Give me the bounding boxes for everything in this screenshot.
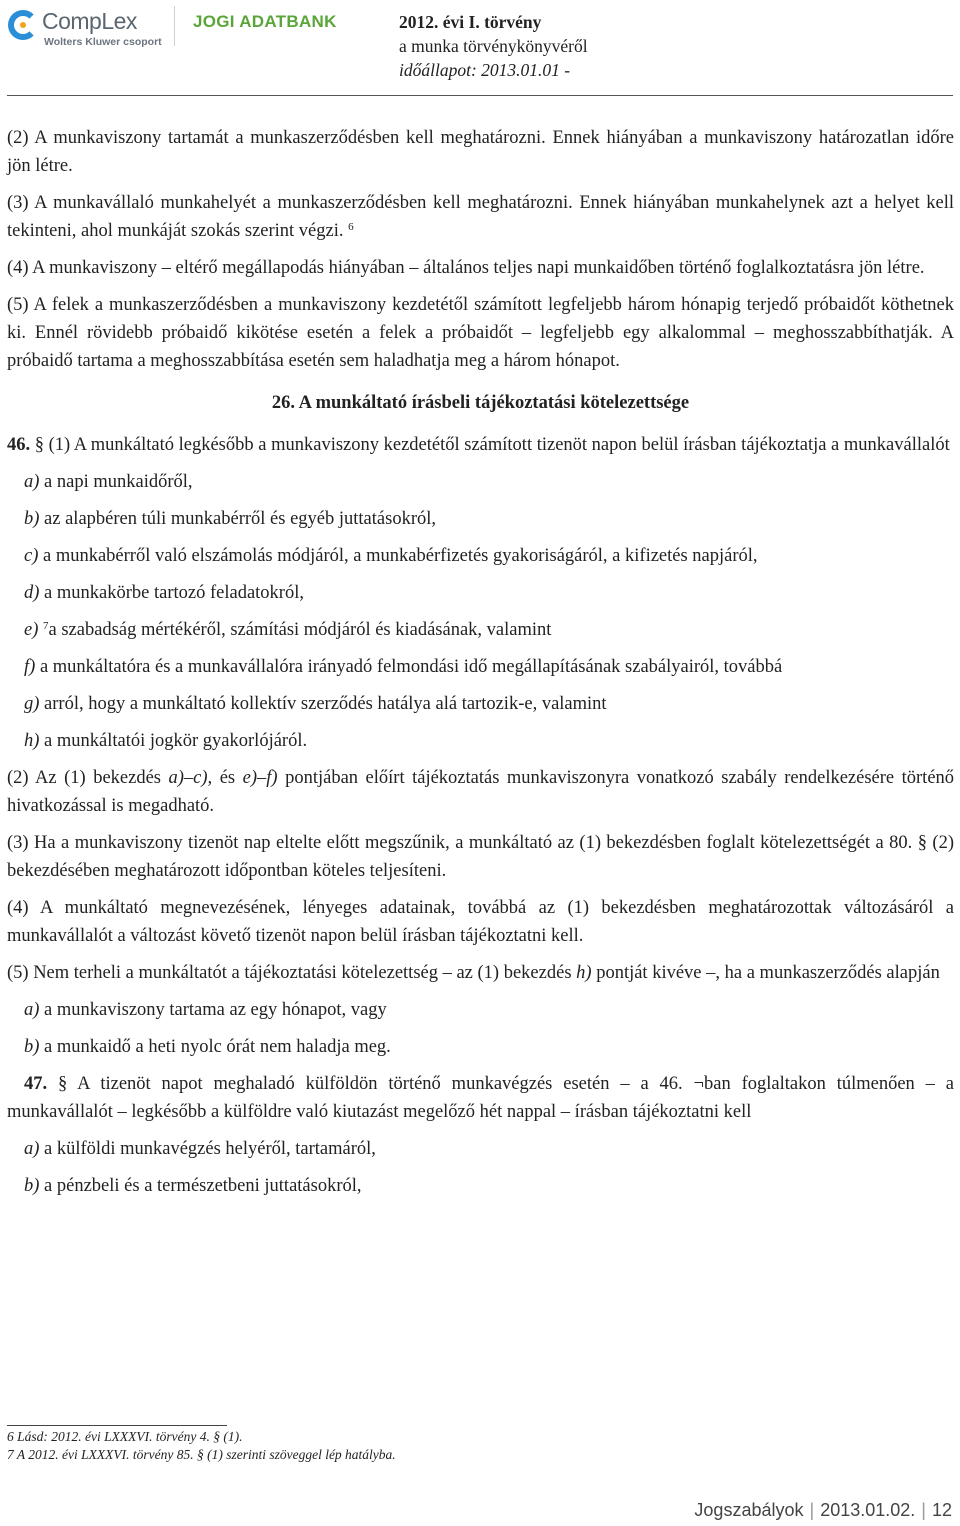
jogi-adatbank-logo: JOGI ADATBANK (193, 12, 337, 31)
s46-number: 46. (7, 435, 31, 455)
complex-logo-name: CompLex (42, 8, 137, 34)
paragraph-3: (3) A munkavállaló munkahelyét a munkaszerződésben kell meghatározni. Ennek hiányában munkahelynek azt a helyet kell tekinteni, ahol munkáját szokás szerint végzi. $^6$ (7, 193, 954, 241)
list-item: d) a munkakörbe tartozó feladatokról, (24, 583, 304, 603)
footer-separator: | (921, 1500, 926, 1520)
list-item: b) a munkaidő a heti nyolc órát nem haladja meg. (24, 1037, 391, 1057)
footnote-6: 6 Lásd: 2012. évi LXXXVI. törvény 4. § (1). (7, 1429, 243, 1444)
section-sign: § (58, 1074, 68, 1094)
paragraph-5: (5) A felek a munkaszerződésben a munkaviszony kezdetétől számított legfeljebb három hónapig terjedő próbaidőt köthetnek ki. Ennél rövidebb próbaidő kikötése esetén a felek a próbaidőt – legfeljebb egy alkalommal – meghosszabbíthatják. A próbaidő tartama a meghosszabbítása esetén sem haladhatja meg a három hónapot. (7, 295, 954, 371)
footnote-ref-6[interactable]: 6 (348, 221, 354, 233)
section-title: 26. A munkáltató írásbeli tájékoztatási kötelezettsége (271, 393, 690, 413)
footnote-divider (7, 1425, 227, 1426)
list-item: b) az alapbéren túli munkabérről és egyéb juttatásokról, (24, 509, 436, 529)
list-item: f) a munkáltatóra és a munkavállalóra irányadó felmondási idő megállapításának szabályairól, továbbá (24, 657, 783, 677)
list-item: a) a munkaviszony tartama az egy hónapot, vagy (24, 1000, 387, 1020)
footer-separator: | (809, 1500, 815, 1520)
s47-number: 47. (24, 1074, 48, 1094)
header-divider (7, 95, 953, 96)
complex-logo-subtitle: Wolters Kluwer csoport (44, 36, 162, 48)
section-sign: § (34, 435, 44, 455)
law-subtitle: a munka törvénykönyvéről (399, 36, 588, 56)
footnote-ref-7[interactable]: 7 (43, 620, 49, 632)
footnotes (7, 1428, 396, 1464)
s47-paragraph: 47. § A tizenöt napot meghaladó külföldön történő munkavégzés esetén – a 46. ¬ban foglaltakon túlmenően – a munkavállalót – legkésőbb a külföldre való kiutazást megelőző hét nappal – írásban tájékoztatni kell (7, 1074, 955, 1122)
s46-paragraph-1: 46. § (1) A munkáltató legkésőbb a munkaviszony kezdetétől számított tizenöt napon belül írásban tájékoztatja a munkavállalót (7, 435, 950, 455)
page-footer (694, 1500, 952, 1521)
list-item: e) $^7$a szabadság mértékéről, számítási módjáról és kiadásának, valamint (24, 620, 552, 640)
list-item: g) arról, hogy a munkáltató kollektív szerződés hatálya alá tartozik-e, valamint (24, 694, 607, 714)
list-item: c) a munkabérről való elszámolás módjáról, a munkabérfizetés gyakoriságáról, a kifizetés napjáról, (24, 546, 758, 566)
footnote-7: 7 A 2012. évi LXXXVI. törvény 85. § (1) szerinti szöveggel lép hatályba. (7, 1447, 396, 1462)
page-number: 12 (931, 1500, 952, 1520)
list-item: h) a munkáltatói jogkör gyakorlójáról. (24, 731, 308, 751)
paragraph-4: (4) A munkaviszony – eltérő megállapodás hiányában – általános teljes napi munkaidőben történő foglalkoztatásra jön létre. (7, 258, 925, 278)
page-header (0, 0, 960, 95)
s46-paragraph-2: (2) Az (1) bekezdés a)–c), és e)–f) pontjában előírt tájékoztatás munkaviszonyra vonatkozó szabály rendelkezésére történő hivatkozással is megadható. (7, 768, 955, 816)
s46-paragraph-5: (5) Nem terheli a munkáltatót a tájékoztatási kötelezettség – az (1) bekezdés h) pontját kivéve –, ha a munkaszerződés alapján (7, 963, 940, 983)
s46-paragraph-4: (4) A munkáltató megnevezésének, lényeges adatainak, továbbá az (1) bekezdésben meghatározottak változásáról a munkavállalót a változást követő tizenöt napon belül írásban tájékoztatni kell. (7, 898, 954, 946)
s46-paragraph-3: (3) Ha a munkaviszony tizenöt nap eltelte előtt megszűnik, a munkáltató az (1) bekezdésben foglalt kötelezettségét a 80. § (2) bekezdésében meghatározott időpontban köteles teljesíteni. (7, 833, 954, 881)
list-item: a) a külföldi munkavégzés helyéről, tartamáról, (24, 1139, 376, 1159)
complex-logo-dot (20, 22, 26, 28)
document-body (7, 124, 954, 1209)
complex-logo (8, 8, 178, 48)
law-title: 2012. évi I. törvény (399, 12, 542, 32)
validity-status: időállapot: 2013.01.01 - (399, 60, 571, 80)
list-item: b) a pénzbeli és a természetbeni juttatásokról, (24, 1176, 362, 1196)
document-header-info (399, 10, 588, 82)
footer-date: 2013.01.02. (820, 1500, 916, 1520)
list-item: a) a napi munkaidőről, (24, 472, 193, 492)
paragraph-2: (2) A munkaviszony tartamát a munkaszerződésben kell meghatározni. Ennek hiányában a munkaviszony határozatlan időre jön létre. (7, 128, 954, 176)
footer-brand: Jogszabályok (694, 1500, 804, 1520)
logo-divider (174, 6, 175, 46)
